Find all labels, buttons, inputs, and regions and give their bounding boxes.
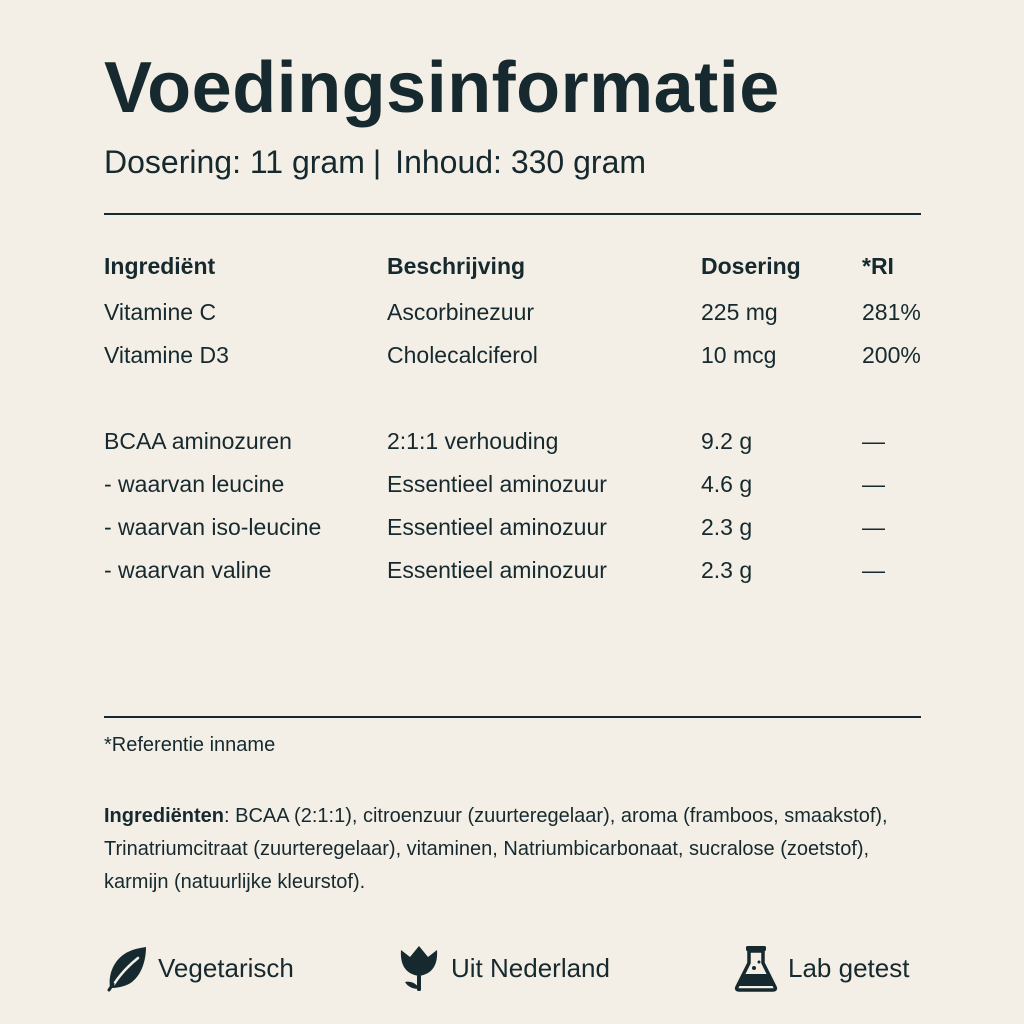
badge-lab-tested bbox=[734, 944, 909, 992]
ingredients-label: Ingrediënten bbox=[104, 805, 225, 827]
cell-ri: 200% bbox=[862, 342, 921, 368]
badge-label: Uit Nederland bbox=[451, 952, 610, 983]
cell-ingredient: Vitamine D3 bbox=[104, 342, 229, 368]
cell-ri: — bbox=[862, 514, 885, 540]
cell-description: Essentieel aminozuur bbox=[387, 471, 607, 497]
tulip-icon bbox=[397, 944, 441, 992]
cell-description: Essentieel aminozuur bbox=[387, 557, 607, 583]
ingredients-paragraph bbox=[104, 800, 934, 899]
cell-ri: 281% bbox=[862, 299, 921, 325]
cell-dosage: 2.3 g bbox=[701, 557, 753, 583]
cell-ingredient: - waarvan iso-leucine bbox=[104, 514, 322, 540]
page-subtitle bbox=[104, 146, 646, 178]
cell-ri: — bbox=[862, 428, 885, 454]
page-title: Voedingsinformatie bbox=[104, 48, 780, 128]
cell-dosage: 2.3 g bbox=[701, 514, 753, 540]
cell-description: Essentieel aminozuur bbox=[387, 514, 607, 540]
cell-ri: — bbox=[862, 471, 885, 497]
ingredients-text: : BCAA (2:1:1), citroenzuur (zuurteregelaar), aroma (framboos, smaakstof), Trinatriumcitraat (zuurteregelaar), vitaminen, Natriumbicarbonaat, sucralose (zoetstof), karmijn (natuurlijke kleurstof). bbox=[104, 805, 888, 893]
cell-ingredient: - waarvan leucine bbox=[104, 471, 285, 497]
leaf-icon bbox=[104, 944, 148, 992]
cell-description: Cholecalciferol bbox=[387, 342, 538, 368]
column-header-description: Beschrijving bbox=[387, 253, 526, 279]
top-divider bbox=[104, 213, 921, 215]
cell-dosage: 4.6 g bbox=[701, 471, 753, 497]
cell-ingredient: - waarvan valine bbox=[104, 557, 272, 583]
bottom-divider bbox=[104, 716, 921, 718]
column-header-ri: *RI bbox=[862, 253, 894, 279]
cell-description: Ascorbinezuur bbox=[387, 299, 535, 325]
cell-ingredient: BCAA aminozuren bbox=[104, 428, 292, 454]
badge-label: Lab getest bbox=[788, 952, 910, 983]
badge-vegetarian bbox=[104, 944, 294, 992]
column-header-dosage: Dosering bbox=[701, 253, 801, 279]
cell-ri: — bbox=[862, 557, 885, 583]
badge-label: Vegetarisch bbox=[158, 952, 294, 983]
cell-dosage: 225 mg bbox=[701, 299, 778, 325]
dosering-text: Dosering: 11 gram bbox=[104, 144, 365, 180]
column-header-ingredient: Ingrediënt bbox=[104, 253, 216, 279]
cell-description: 2:1:1 verhouding bbox=[387, 428, 559, 454]
cell-ingredient: Vitamine C bbox=[104, 299, 217, 325]
subtitle-separator: | bbox=[372, 144, 382, 180]
badge-netherlands bbox=[397, 944, 610, 992]
inhoud-text: Inhoud: 330 gram bbox=[395, 144, 647, 180]
footnote: *Referentie inname bbox=[104, 734, 276, 756]
cell-dosage: 10 mcg bbox=[701, 342, 777, 368]
flask-icon bbox=[734, 944, 778, 992]
cell-dosage: 9.2 g bbox=[701, 428, 753, 454]
